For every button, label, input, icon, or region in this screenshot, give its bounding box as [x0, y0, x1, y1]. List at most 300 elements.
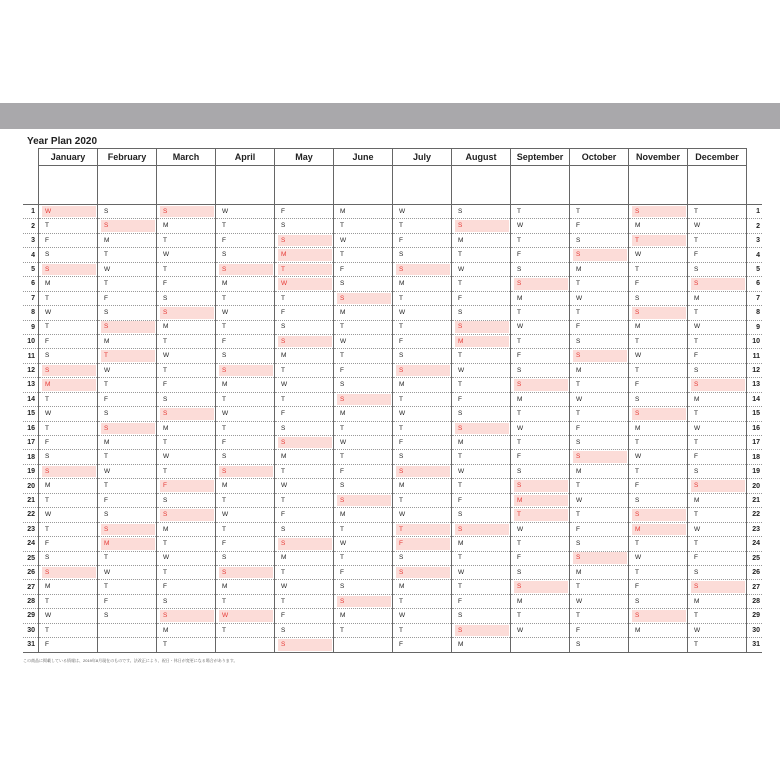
day-cell[interactable] [570, 363, 629, 377]
day-cell[interactable] [688, 508, 747, 522]
day-cell[interactable] [629, 248, 688, 262]
day-cell[interactable] [334, 638, 393, 652]
notes-cell-december[interactable] [688, 166, 747, 205]
day-cell[interactable] [216, 464, 275, 478]
notes-cell-january[interactable] [39, 166, 98, 205]
day-cell[interactable] [39, 248, 98, 262]
day-cell[interactable] [98, 450, 157, 464]
day-cell[interactable] [393, 306, 452, 320]
day-cell[interactable] [334, 233, 393, 247]
day-cell[interactable] [157, 609, 216, 623]
day-cell[interactable] [629, 479, 688, 493]
day-cell[interactable] [570, 493, 629, 507]
day-cell[interactable] [157, 291, 216, 305]
day-cell[interactable] [452, 537, 511, 551]
day-cell[interactable] [393, 464, 452, 478]
day-cell[interactable] [157, 334, 216, 348]
day-cell[interactable] [452, 363, 511, 377]
day-cell[interactable] [275, 479, 334, 493]
day-cell[interactable] [334, 262, 393, 276]
notes-cell-november[interactable] [629, 166, 688, 205]
day-cell[interactable] [629, 580, 688, 594]
day-cell[interactable] [629, 320, 688, 334]
day-cell[interactable] [157, 508, 216, 522]
day-cell[interactable] [452, 421, 511, 435]
day-cell[interactable] [98, 349, 157, 363]
day-cell[interactable] [39, 407, 98, 421]
day-cell[interactable] [511, 623, 570, 637]
day-cell[interactable] [334, 277, 393, 291]
day-cell[interactable] [275, 537, 334, 551]
day-cell[interactable] [275, 219, 334, 233]
day-cell[interactable] [39, 334, 98, 348]
day-cell[interactable] [334, 248, 393, 262]
day-cell[interactable] [570, 623, 629, 637]
day-cell[interactable] [98, 378, 157, 392]
day-cell[interactable] [452, 638, 511, 652]
day-cell[interactable] [452, 609, 511, 623]
day-cell[interactable] [275, 508, 334, 522]
day-cell[interactable] [511, 233, 570, 247]
day-cell[interactable] [688, 565, 747, 579]
day-cell[interactable] [216, 537, 275, 551]
day-cell[interactable] [511, 479, 570, 493]
day-cell[interactable] [511, 565, 570, 579]
day-cell[interactable] [275, 623, 334, 637]
day-cell[interactable] [216, 407, 275, 421]
day-cell[interactable] [216, 306, 275, 320]
day-cell[interactable] [393, 277, 452, 291]
day-cell[interactable] [98, 551, 157, 565]
day-cell[interactable] [393, 609, 452, 623]
day-cell[interactable] [98, 248, 157, 262]
day-cell[interactable] [688, 378, 747, 392]
day-cell[interactable] [275, 493, 334, 507]
day-cell[interactable] [216, 392, 275, 406]
day-cell[interactable] [334, 407, 393, 421]
day-cell[interactable] [275, 609, 334, 623]
day-cell[interactable] [511, 508, 570, 522]
day-cell[interactable] [157, 320, 216, 334]
day-cell[interactable] [334, 334, 393, 348]
day-cell[interactable] [511, 421, 570, 435]
day-cell[interactable] [216, 291, 275, 305]
day-cell[interactable] [275, 248, 334, 262]
day-cell[interactable] [452, 464, 511, 478]
day-cell[interactable] [275, 349, 334, 363]
day-cell[interactable] [629, 233, 688, 247]
day-cell[interactable] [452, 320, 511, 334]
day-cell[interactable] [275, 407, 334, 421]
day-cell[interactable] [393, 594, 452, 608]
day-cell[interactable] [688, 219, 747, 233]
day-cell[interactable] [629, 464, 688, 478]
day-cell[interactable] [39, 205, 98, 219]
day-cell[interactable] [629, 306, 688, 320]
day-cell[interactable] [688, 392, 747, 406]
day-cell[interactable] [334, 580, 393, 594]
day-cell[interactable] [334, 493, 393, 507]
day-cell[interactable] [629, 551, 688, 565]
day-cell[interactable] [511, 594, 570, 608]
day-cell[interactable] [98, 623, 157, 637]
day-cell[interactable] [570, 594, 629, 608]
day-cell[interactable] [216, 638, 275, 652]
day-cell[interactable] [216, 205, 275, 219]
day-cell[interactable] [98, 205, 157, 219]
day-cell[interactable] [157, 219, 216, 233]
day-cell[interactable] [39, 464, 98, 478]
day-cell[interactable] [511, 262, 570, 276]
day-cell[interactable] [629, 262, 688, 276]
day-cell[interactable] [393, 205, 452, 219]
day-cell[interactable] [393, 219, 452, 233]
day-cell[interactable] [511, 436, 570, 450]
day-cell[interactable] [157, 565, 216, 579]
day-cell[interactable] [334, 594, 393, 608]
day-cell[interactable] [393, 450, 452, 464]
day-cell[interactable] [688, 436, 747, 450]
day-cell[interactable] [393, 436, 452, 450]
day-cell[interactable] [275, 320, 334, 334]
day-cell[interactable] [393, 248, 452, 262]
day-cell[interactable] [629, 277, 688, 291]
day-cell[interactable] [452, 580, 511, 594]
day-cell[interactable] [39, 306, 98, 320]
day-cell[interactable] [216, 248, 275, 262]
day-cell[interactable] [157, 551, 216, 565]
day-cell[interactable] [452, 306, 511, 320]
day-cell[interactable] [216, 349, 275, 363]
day-cell[interactable] [39, 233, 98, 247]
day-cell[interactable] [688, 291, 747, 305]
day-cell[interactable] [570, 205, 629, 219]
day-cell[interactable] [688, 551, 747, 565]
day-cell[interactable] [511, 537, 570, 551]
day-cell[interactable] [511, 219, 570, 233]
notes-cell-may[interactable] [275, 166, 334, 205]
day-cell[interactable] [39, 363, 98, 377]
day-cell[interactable] [334, 392, 393, 406]
day-cell[interactable] [393, 508, 452, 522]
day-cell[interactable] [216, 580, 275, 594]
day-cell[interactable] [98, 638, 157, 652]
day-cell[interactable] [157, 493, 216, 507]
day-cell[interactable] [157, 421, 216, 435]
day-cell[interactable] [570, 551, 629, 565]
day-cell[interactable] [39, 392, 98, 406]
notes-cell-march[interactable] [157, 166, 216, 205]
day-cell[interactable] [629, 291, 688, 305]
day-cell[interactable] [39, 421, 98, 435]
day-cell[interactable] [98, 479, 157, 493]
day-cell[interactable] [334, 450, 393, 464]
day-cell[interactable] [157, 623, 216, 637]
day-cell[interactable] [452, 623, 511, 637]
day-cell[interactable] [511, 248, 570, 262]
day-cell[interactable] [98, 464, 157, 478]
day-cell[interactable] [688, 609, 747, 623]
day-cell[interactable] [452, 551, 511, 565]
day-cell[interactable] [98, 277, 157, 291]
day-cell[interactable] [275, 277, 334, 291]
day-cell[interactable] [570, 565, 629, 579]
day-cell[interactable] [39, 219, 98, 233]
day-cell[interactable] [275, 291, 334, 305]
day-cell[interactable] [39, 349, 98, 363]
day-cell[interactable] [216, 277, 275, 291]
day-cell[interactable] [216, 219, 275, 233]
day-cell[interactable] [393, 580, 452, 594]
day-cell[interactable] [688, 464, 747, 478]
day-cell[interactable] [98, 219, 157, 233]
day-cell[interactable] [157, 464, 216, 478]
day-cell[interactable] [334, 378, 393, 392]
day-cell[interactable] [688, 205, 747, 219]
day-cell[interactable] [98, 407, 157, 421]
day-cell[interactable] [688, 537, 747, 551]
day-cell[interactable] [570, 349, 629, 363]
notes-cell-july[interactable] [393, 166, 452, 205]
notes-cell-october[interactable] [570, 166, 629, 205]
day-cell[interactable] [216, 233, 275, 247]
day-cell[interactable] [98, 436, 157, 450]
day-cell[interactable] [157, 392, 216, 406]
day-cell[interactable] [688, 248, 747, 262]
day-cell[interactable] [39, 277, 98, 291]
day-cell[interactable] [570, 392, 629, 406]
day-cell[interactable] [570, 378, 629, 392]
day-cell[interactable] [216, 565, 275, 579]
day-cell[interactable] [393, 291, 452, 305]
day-cell[interactable] [629, 363, 688, 377]
day-cell[interactable] [275, 233, 334, 247]
day-cell[interactable] [216, 334, 275, 348]
day-cell[interactable] [98, 609, 157, 623]
day-cell[interactable] [98, 493, 157, 507]
day-cell[interactable] [334, 205, 393, 219]
day-cell[interactable] [511, 522, 570, 536]
day-cell[interactable] [452, 508, 511, 522]
day-cell[interactable] [629, 493, 688, 507]
day-cell[interactable] [157, 349, 216, 363]
day-cell[interactable] [393, 334, 452, 348]
day-cell[interactable] [393, 233, 452, 247]
day-cell[interactable] [688, 522, 747, 536]
day-cell[interactable] [570, 436, 629, 450]
day-cell[interactable] [39, 436, 98, 450]
day-cell[interactable] [629, 450, 688, 464]
day-cell[interactable] [393, 551, 452, 565]
day-cell[interactable] [393, 522, 452, 536]
day-cell[interactable] [570, 262, 629, 276]
day-cell[interactable] [157, 363, 216, 377]
day-cell[interactable] [629, 522, 688, 536]
day-cell[interactable] [629, 623, 688, 637]
day-cell[interactable] [334, 349, 393, 363]
day-cell[interactable] [570, 407, 629, 421]
day-cell[interactable] [98, 421, 157, 435]
day-cell[interactable] [452, 565, 511, 579]
day-cell[interactable] [452, 262, 511, 276]
day-cell[interactable] [393, 363, 452, 377]
day-cell[interactable] [511, 349, 570, 363]
day-cell[interactable] [511, 334, 570, 348]
day-cell[interactable] [452, 334, 511, 348]
day-cell[interactable] [452, 407, 511, 421]
day-cell[interactable] [98, 363, 157, 377]
day-cell[interactable] [452, 248, 511, 262]
day-cell[interactable] [393, 262, 452, 276]
day-cell[interactable] [275, 392, 334, 406]
day-cell[interactable] [39, 508, 98, 522]
day-cell[interactable] [157, 594, 216, 608]
day-cell[interactable] [570, 291, 629, 305]
day-cell[interactable] [334, 363, 393, 377]
day-cell[interactable] [334, 219, 393, 233]
day-cell[interactable] [629, 392, 688, 406]
day-cell[interactable] [98, 522, 157, 536]
day-cell[interactable] [98, 233, 157, 247]
day-cell[interactable] [157, 436, 216, 450]
day-cell[interactable] [570, 277, 629, 291]
day-cell[interactable] [98, 306, 157, 320]
day-cell[interactable] [452, 594, 511, 608]
day-cell[interactable] [157, 248, 216, 262]
day-cell[interactable] [629, 219, 688, 233]
day-cell[interactable] [275, 565, 334, 579]
day-cell[interactable] [452, 219, 511, 233]
day-cell[interactable] [393, 537, 452, 551]
day-cell[interactable] [452, 291, 511, 305]
day-cell[interactable] [39, 609, 98, 623]
day-cell[interactable] [334, 551, 393, 565]
day-cell[interactable] [452, 522, 511, 536]
day-cell[interactable] [688, 320, 747, 334]
day-cell[interactable] [275, 334, 334, 348]
day-cell[interactable] [98, 392, 157, 406]
day-cell[interactable] [570, 609, 629, 623]
day-cell[interactable] [157, 262, 216, 276]
day-cell[interactable] [275, 464, 334, 478]
day-cell[interactable] [570, 219, 629, 233]
day-cell[interactable] [688, 306, 747, 320]
day-cell[interactable] [216, 320, 275, 334]
day-cell[interactable] [511, 205, 570, 219]
day-cell[interactable] [688, 479, 747, 493]
day-cell[interactable] [688, 580, 747, 594]
day-cell[interactable] [570, 580, 629, 594]
day-cell[interactable] [452, 205, 511, 219]
day-cell[interactable] [275, 421, 334, 435]
day-cell[interactable] [452, 277, 511, 291]
day-cell[interactable] [452, 392, 511, 406]
day-cell[interactable] [452, 493, 511, 507]
day-cell[interactable] [393, 320, 452, 334]
day-cell[interactable] [98, 291, 157, 305]
day-cell[interactable] [39, 537, 98, 551]
day-cell[interactable] [393, 638, 452, 652]
day-cell[interactable] [157, 378, 216, 392]
day-cell[interactable] [275, 436, 334, 450]
day-cell[interactable] [98, 508, 157, 522]
day-cell[interactable] [216, 493, 275, 507]
day-cell[interactable] [629, 537, 688, 551]
day-cell[interactable] [511, 320, 570, 334]
day-cell[interactable] [393, 407, 452, 421]
day-cell[interactable] [570, 537, 629, 551]
day-cell[interactable] [629, 421, 688, 435]
day-cell[interactable] [688, 493, 747, 507]
notes-cell-june[interactable] [334, 166, 393, 205]
day-cell[interactable] [334, 291, 393, 305]
day-cell[interactable] [39, 378, 98, 392]
day-cell[interactable] [275, 594, 334, 608]
day-cell[interactable] [688, 450, 747, 464]
day-cell[interactable] [98, 262, 157, 276]
day-cell[interactable] [275, 450, 334, 464]
day-cell[interactable] [216, 522, 275, 536]
day-cell[interactable] [452, 378, 511, 392]
day-cell[interactable] [275, 378, 334, 392]
notes-cell-august[interactable] [452, 166, 511, 205]
day-cell[interactable] [157, 479, 216, 493]
day-cell[interactable] [216, 479, 275, 493]
day-cell[interactable] [216, 421, 275, 435]
day-cell[interactable] [216, 551, 275, 565]
day-cell[interactable] [39, 565, 98, 579]
day-cell[interactable] [275, 638, 334, 652]
day-cell[interactable] [688, 277, 747, 291]
day-cell[interactable] [98, 537, 157, 551]
day-cell[interactable] [629, 436, 688, 450]
day-cell[interactable] [570, 464, 629, 478]
day-cell[interactable] [570, 320, 629, 334]
day-cell[interactable] [688, 334, 747, 348]
day-cell[interactable] [511, 464, 570, 478]
day-cell[interactable] [393, 493, 452, 507]
day-cell[interactable] [688, 421, 747, 435]
day-cell[interactable] [511, 277, 570, 291]
day-cell[interactable] [511, 580, 570, 594]
day-cell[interactable] [334, 508, 393, 522]
day-cell[interactable] [393, 565, 452, 579]
day-cell[interactable] [570, 421, 629, 435]
day-cell[interactable] [629, 565, 688, 579]
day-cell[interactable] [393, 378, 452, 392]
day-cell[interactable] [216, 363, 275, 377]
day-cell[interactable] [216, 436, 275, 450]
day-cell[interactable] [393, 392, 452, 406]
day-cell[interactable] [688, 349, 747, 363]
day-cell[interactable] [393, 349, 452, 363]
day-cell[interactable] [570, 306, 629, 320]
day-cell[interactable] [334, 464, 393, 478]
day-cell[interactable] [39, 450, 98, 464]
day-cell[interactable] [629, 609, 688, 623]
day-cell[interactable] [39, 493, 98, 507]
day-cell[interactable] [157, 306, 216, 320]
day-cell[interactable] [570, 522, 629, 536]
day-cell[interactable] [570, 479, 629, 493]
day-cell[interactable] [334, 609, 393, 623]
day-cell[interactable] [452, 436, 511, 450]
day-cell[interactable] [39, 594, 98, 608]
day-cell[interactable] [688, 623, 747, 637]
day-cell[interactable] [570, 334, 629, 348]
day-cell[interactable] [39, 580, 98, 594]
day-cell[interactable] [275, 522, 334, 536]
